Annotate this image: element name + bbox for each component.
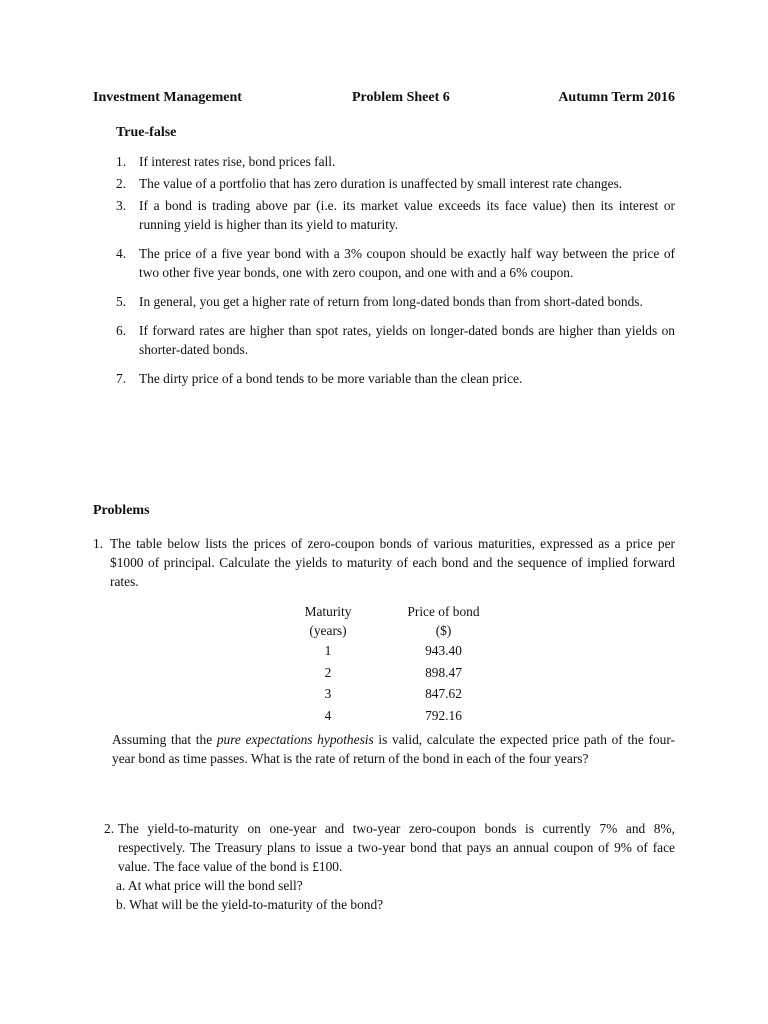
- problem-text: The table below lists the prices of zero-coupon bonds of various maturities, expressed as a price per $1000 of principal. Calculate the yields to maturity of each bond and the sequence of implied forward rates.: [110, 536, 675, 589]
- true-false-item: [116, 196, 675, 234]
- item-number: 4.: [116, 246, 127, 261]
- true-false-item: [116, 321, 675, 359]
- maturity-header: Maturity: [304, 604, 352, 619]
- item-number: 7.: [116, 371, 127, 386]
- table-row: [290, 705, 491, 727]
- item-text: If forward rates are higher than spot rates, yields on longer-dated bonds are higher than yields on shorter-dated bonds.: [139, 323, 675, 357]
- item-number: 5.: [116, 294, 127, 309]
- true-false-list: [116, 152, 675, 388]
- item-number: 3.: [116, 198, 127, 213]
- table-row: [290, 683, 491, 705]
- sub-question-b: b. What will be the yield-to-maturity of the bond?: [116, 897, 384, 912]
- item-text: If interest rates rise, bond prices fall.: [139, 154, 336, 169]
- table-row: [290, 640, 491, 662]
- true-false-item: [116, 244, 675, 282]
- item-text: The price of a five year bond with a 3% coupon should be exactly half way between the price of two other five year bonds, one with zero coupon, and one with and a 6% coupon.: [139, 246, 675, 280]
- bond-price-table: [290, 602, 491, 726]
- problem-number: 1.: [93, 536, 104, 551]
- true-false-heading: True-false: [116, 125, 177, 140]
- maturity-cell: 3: [324, 686, 332, 702]
- question-text: Assuming that the: [112, 732, 217, 747]
- price-cell: 847.62: [425, 686, 462, 702]
- item-text: The dirty price of a bond tends to be more variable than the clean price.: [139, 371, 523, 386]
- page-header: [93, 88, 675, 108]
- item-text: The value of a portfolio that has zero duration is unaffected by small interest rate changes.: [139, 176, 623, 191]
- problems-heading: Problems: [93, 503, 150, 518]
- item-text: If a bond is trading above par (i.e. its market value exceeds its face value) then its interest or running yield is higher than its yield to maturity.: [139, 198, 675, 232]
- problem-2: [104, 819, 675, 914]
- maturity-cell: 2: [324, 664, 332, 680]
- true-false-item: [116, 292, 675, 311]
- problem-1: [93, 534, 675, 591]
- item-text: In general, you get a higher rate of return from long-dated bonds than from short-dated bonds.: [139, 294, 643, 309]
- table-row: [290, 662, 491, 684]
- sheet-title: Problem Sheet 6: [352, 90, 450, 105]
- course-title: Investment Management: [93, 90, 242, 105]
- problem-number: 2.: [104, 821, 115, 836]
- item-number: 2.: [116, 176, 127, 191]
- price-cell: 792.16: [425, 707, 462, 723]
- term-label: Autumn Term 2016: [558, 90, 675, 105]
- price-header: Price of bond: [407, 604, 480, 619]
- expectations-question: [112, 730, 675, 768]
- price-unit: ($): [435, 623, 452, 638]
- item-number: 1.: [116, 154, 127, 169]
- true-false-item: [116, 369, 675, 388]
- item-number: 6.: [116, 323, 127, 338]
- problem-text: The yield-to-maturity on one-year and two-year zero-coupon bonds is currently 7% and 8%, respectively. The Treasury plans to issue a two-year bond that pays an annual coupon of 9% of face value. The face value of the bond is £100.: [118, 821, 675, 874]
- question-text: is valid, calculate the expected price path of the four-year bond as time passes. What is the rate of return of the bond in each of the four years?: [112, 732, 676, 766]
- price-cell: 943.40: [425, 643, 462, 659]
- maturity-cell: 4: [324, 707, 332, 723]
- table-header-row: [290, 602, 491, 621]
- italic-term: pure expectations hypothesis: [216, 732, 374, 747]
- price-cell: 898.47: [425, 664, 462, 680]
- table-header-row: [290, 621, 491, 640]
- true-false-item: [116, 152, 675, 171]
- maturity-unit: (years): [309, 623, 347, 638]
- true-false-item: [116, 174, 675, 193]
- sub-question-a: a. At what price will the bond sell?: [116, 878, 303, 893]
- maturity-cell: 1: [324, 643, 332, 659]
